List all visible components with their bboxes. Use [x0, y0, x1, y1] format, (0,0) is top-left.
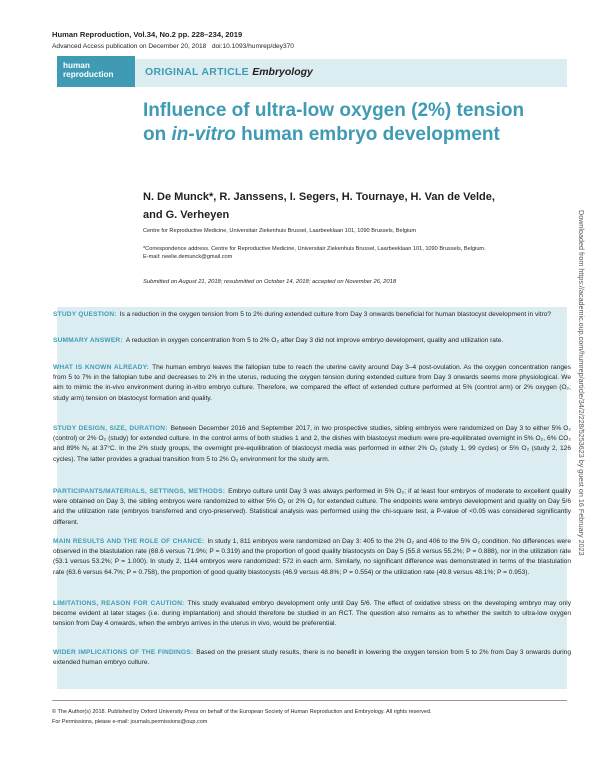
abstract-limitations: [53, 599, 571, 630]
logo-line-1: human: [63, 61, 90, 70]
subsection-name: Embryology: [252, 66, 313, 78]
section-name: ORIGINAL ARTICLE: [145, 66, 249, 78]
abstract-study-design: [53, 424, 571, 465]
section-band: [57, 56, 567, 88]
logo-line-2: reproduction: [63, 70, 114, 79]
abstract-wider-implications: [53, 648, 571, 668]
affiliation: Centre for Reproductive Medicine, Universitair Ziekenhuis Brussel, Laarbeeklaan 101, 1090 Brussels, Belgium: [143, 228, 416, 234]
study-question-heading: STUDY QUESTION:: [53, 311, 117, 318]
journal-logo: [57, 56, 135, 87]
advance-access-line: [52, 41, 512, 52]
main-results-text: In study 1, 811 embryos were randomized on Day 3: 405 to the 2% O₂ and 406 to the 5% O₂ condition. No differences were observed in the blastulation rate (68.6 versus 71.9%; P = 0.319) and the proportion of good quality blastocysts on Day 5 (55.8 versus 55.2%; P = 0.888), nor in the utilization rate (53.1 versus 53.2%; P = 1.000). In study 2, 1144 embryos were randomized: 572 in each arm. Similarly, no significant difference was demonstrated in terms of the blastulation rate (63.6 versus 64.7%; P = 0.758), the proportion of good quality blastocysts (46.9 versus 48.8%; P = 0.554) or the utilization rate (49.8 versus 48.1%; P = 0.953).: [53, 538, 571, 576]
correspondence-email[interactable]: E-mail: neelie.demunck@gmail.com: [143, 254, 233, 260]
permissions-notice[interactable]: For Permissions, please e-mail: journals.permissions@oup.com: [52, 719, 208, 725]
participants-heading: PARTICIPANTS/MATERIALS, SETTINGS, METHODS:: [53, 488, 226, 495]
title-part-2: human embryo development: [235, 124, 500, 145]
wider-implications-heading: WIDER IMPLICATIONS OF THE FINDINGS:: [53, 649, 194, 656]
limitations-text: This study evaluated embryo development only until Day 5/6. The effect of oxidative stress on the developing embryo may only become evident at later stages (i.e. during implantation) and should therefore be studied in an RCT. The question also remains as to whether the switch to ultra-low oxygen tension from Day 4 onwards, when the embryo arrives in the uterus in vivo, would be preferential.: [53, 600, 571, 628]
submission-dates: Submitted on August 21, 2018; resubmitted on October 14, 2018; accepted on November 26, 2018: [143, 279, 397, 285]
limitations-heading: LIMITATIONS, REASON FOR CAUTION:: [53, 600, 185, 607]
study-question-text: Is a reduction in the oxygen tension from 5 to 2% during extended culture from Day 3 onwards beneficial for human blastocyst development in vitro?: [119, 311, 552, 318]
footer-divider: [52, 700, 567, 701]
abstract-summary-answer: [53, 336, 571, 346]
journal-header: [52, 30, 512, 52]
correspondence-address: *Correspondence address. Centre for Reproductive Medicine, Universitair Ziekenhuis Brussel, Laarbeeklaan 101, 1090 Brussels, Belgium.: [143, 246, 486, 252]
section-label: [145, 66, 313, 78]
copyright-notice: © The Author(s) 2018. Published by Oxford University Press on behalf of the European Society of Human Reproduction and Embryology. All rights reserved.: [52, 709, 432, 715]
article-title: [143, 99, 543, 147]
summary-answer-text: A reduction in oxygen concentration from 5 to 2% O₂ after Day 3 did not improve embryo development, quality and utilization rate.: [125, 337, 504, 344]
download-watermark-text: Downloaded from https://academic.oup.com/humrep/article/34/2/228/5253623 by guest on 16 February 2023: [577, 210, 586, 556]
title-part-1: Influence of ultra-low oxygen (2%) tension on: [143, 100, 525, 145]
abstract-participants: [53, 487, 571, 528]
abstract-what-is-known: [53, 363, 571, 404]
main-results-heading: MAIN RESULTS AND THE ROLE OF CHANCE:: [53, 538, 205, 545]
authors-last: and G. Verheyen: [143, 209, 230, 221]
summary-answer-heading: SUMMARY ANSWER:: [53, 337, 123, 344]
participants-text: Embryo culture until Day 3 was always performed in 5% O₂; if at least four embryos of moderate to excellent quality were obtained on Day 3, the sibling embryos were randomized to either 5% O₂ or 2% O₂ for extended culture. The endpoints were embryo development and quality on Day 5/6 and the utilization rate (embryos transferred and cryo-preserved). Statistical analysis was performed using the chi-square test, a P-value of <0.05 was considered significantly different.: [53, 488, 571, 526]
study-design-text: Between December 2016 and September 2017, in two prospective studies, sibling embryos were randomized on Day 3 to either 5% O₂ (control) or 2% O₂ (study) for extended culture. In the control arms of both studies 1 and 2, the dishes with blastocyst medium were pre-equilibrated overnight in 5% O₂, 6% CO₂ and 89% N₂ at 37°C. In the 2% study groups, the overnight pre-equilibration of blastocyst media was performed in either 2% O₂ (study 1, 99 cycles) or 5% O₂ (study 2, 126 cycles). The latter provides a gradual transition from 5 to 2% O₂ environment for the study arm.: [53, 425, 571, 463]
correspondence: [143, 245, 563, 261]
abstract-main-results: [53, 537, 571, 578]
authors-main: N. De Munck*, R. Janssens, I. Segers, H. Tournaye, H. Van de Velde,: [143, 191, 495, 203]
what-is-known-heading: WHAT IS KNOWN ALREADY:: [53, 364, 150, 371]
doi-link[interactable]: doi:10.1093/humrep/dey370: [211, 43, 294, 50]
title-italic: in-vitro: [171, 124, 236, 145]
what-is-known-text: The human embryo leaves the fallopian tube to reach the uterine cavity around Day 3–4 post-ovulation. As the oxygen concentration ranges from 5 to 7% in the fallopian tube and decreases to 2% in the uterus, reducing the oxygen tension during extended culture from Day 3 onwards seems more physiological. We aim to mimic the in-vivo environment during in-vitro embryo culture. Therefore, we compared the effect of extended culture performed at 5% (control arm) or 2% oxygen (O₂; study arm) tension on blastocyst formation and quality.: [53, 364, 571, 402]
study-design-heading: STUDY DESIGN, SIZE, DURATION:: [53, 425, 168, 432]
abstract-study-question: [53, 310, 571, 320]
advance-access-date: Advanced Access publication on December 20, 2018: [52, 43, 207, 50]
wider-implications-text: Based on the present study results, there is no benefit in lowering the oxygen tension from 5 to 2% from Day 3 onwards during extended human embryo culture.: [53, 649, 571, 667]
journal-citation: Human Reproduction, Vol.34, No.2 pp. 228–234, 2019: [52, 30, 243, 39]
author-list: [143, 188, 563, 224]
